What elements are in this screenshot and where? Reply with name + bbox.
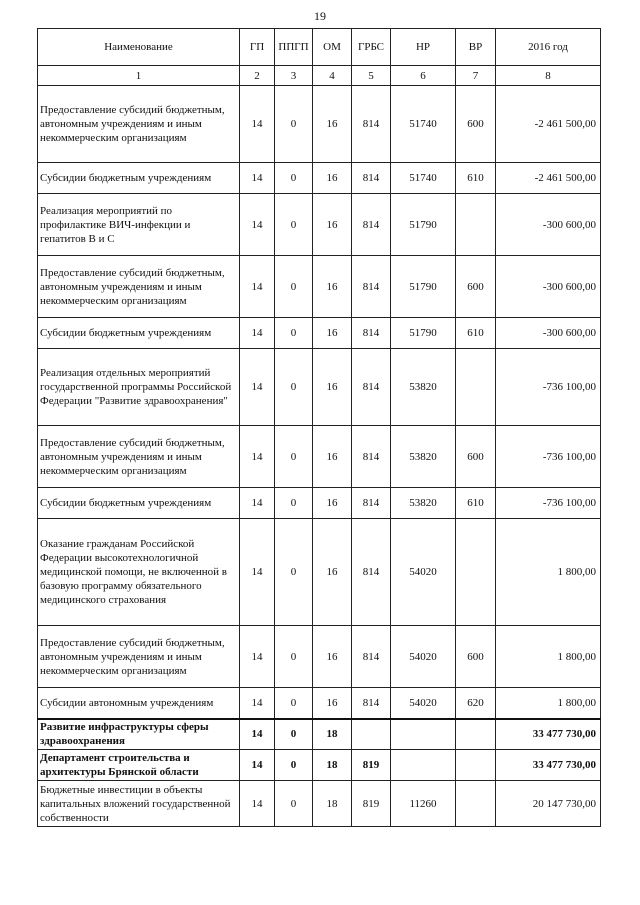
row-amount: -300 600,00 xyxy=(496,194,601,256)
row-name: Субсидии автономным учреждениям xyxy=(38,688,240,719)
row-name: Бюджетные инвестиции в объекты капитальных вложений государственной собственности xyxy=(38,781,240,827)
row-amount: 1 800,00 xyxy=(496,688,601,719)
table-row xyxy=(38,781,601,827)
table-row xyxy=(38,519,601,626)
table-row xyxy=(38,86,601,163)
row-om: 16 xyxy=(313,256,352,318)
column-number: 8 xyxy=(496,66,601,86)
row-grbs: 819 xyxy=(352,781,391,827)
row-nr: 53820 xyxy=(391,349,456,426)
row-grbs: 814 xyxy=(352,318,391,349)
row-gp: 14 xyxy=(240,163,275,194)
header-om: ОМ xyxy=(313,29,352,66)
row-om: 16 xyxy=(313,349,352,426)
row-grbs: 814 xyxy=(352,626,391,688)
row-nr: 54020 xyxy=(391,626,456,688)
row-om: 16 xyxy=(313,318,352,349)
table-row xyxy=(38,194,601,256)
column-number: 6 xyxy=(391,66,456,86)
header-name: Наименование xyxy=(38,29,240,66)
row-amount: -736 100,00 xyxy=(496,426,601,488)
column-number: 7 xyxy=(456,66,496,86)
column-number: 1 xyxy=(38,66,240,86)
row-amount: -300 600,00 xyxy=(496,256,601,318)
table-row xyxy=(38,719,601,750)
row-gp: 14 xyxy=(240,256,275,318)
row-grbs: 814 xyxy=(352,488,391,519)
header-vr: ВР xyxy=(456,29,496,66)
row-name: Департамент строительства и архитектуры Брянской области xyxy=(38,750,240,781)
row-nr: 53820 xyxy=(391,426,456,488)
row-om: 16 xyxy=(313,688,352,719)
column-number: 2 xyxy=(240,66,275,86)
row-name: Предоставление субсидий бюджетным, автономным учреждениям и иным некоммерческим организациям xyxy=(38,426,240,488)
row-ppgp: 0 xyxy=(275,626,313,688)
row-grbs: 814 xyxy=(352,194,391,256)
row-om: 18 xyxy=(313,750,352,781)
column-number: 4 xyxy=(313,66,352,86)
row-name: Предоставление субсидий бюджетным, автономным учреждениям и иным некоммерческим организациям xyxy=(38,626,240,688)
row-ppgp: 0 xyxy=(275,688,313,719)
row-name: Оказание гражданам Российской Федерации высокотехнологичной медицинской помощи, не включенной в базовую программу обязательного медицинского страхования xyxy=(38,519,240,626)
row-name: Субсидии бюджетным учреждениям xyxy=(38,163,240,194)
row-ppgp: 0 xyxy=(275,488,313,519)
header-ppgp: ППГП xyxy=(275,29,313,66)
row-grbs: 814 xyxy=(352,86,391,163)
table-header-row xyxy=(38,29,601,66)
header-nr: НР xyxy=(391,29,456,66)
row-name: Предоставление субсидий бюджетным, автономным учреждениям и иным некоммерческим организациям xyxy=(38,256,240,318)
column-number-row xyxy=(38,66,601,86)
row-nr: 53820 xyxy=(391,488,456,519)
row-om: 16 xyxy=(313,426,352,488)
budget-table xyxy=(37,28,601,827)
row-ppgp: 0 xyxy=(275,426,313,488)
row-vr: 620 xyxy=(456,688,496,719)
table-row xyxy=(38,163,601,194)
row-nr: 51790 xyxy=(391,318,456,349)
row-vr xyxy=(456,349,496,426)
row-amount: -736 100,00 xyxy=(496,349,601,426)
table-row xyxy=(38,256,601,318)
row-om: 16 xyxy=(313,194,352,256)
row-grbs: 814 xyxy=(352,426,391,488)
row-ppgp: 0 xyxy=(275,349,313,426)
row-amount: 20 147 730,00 xyxy=(496,781,601,827)
row-grbs: 814 xyxy=(352,519,391,626)
row-gp: 14 xyxy=(240,519,275,626)
row-grbs: 819 xyxy=(352,750,391,781)
row-gp: 14 xyxy=(240,488,275,519)
row-name: Реализация отдельных мероприятий государственной программы Российской Федерации "Развитие здравоохранения" xyxy=(38,349,240,426)
row-ppgp: 0 xyxy=(275,163,313,194)
row-vr: 610 xyxy=(456,318,496,349)
row-nr xyxy=(391,719,456,750)
column-number: 5 xyxy=(352,66,391,86)
row-vr xyxy=(456,781,496,827)
row-ppgp: 0 xyxy=(275,750,313,781)
table-row xyxy=(38,688,601,719)
page-number: 19 xyxy=(314,9,326,23)
row-gp: 14 xyxy=(240,750,275,781)
row-om: 16 xyxy=(313,163,352,194)
row-gp: 14 xyxy=(240,626,275,688)
row-grbs: 814 xyxy=(352,349,391,426)
row-vr: 610 xyxy=(456,163,496,194)
row-nr: 11260 xyxy=(391,781,456,827)
row-om: 16 xyxy=(313,86,352,163)
row-amount: 33 477 730,00 xyxy=(496,750,601,781)
row-vr: 600 xyxy=(456,86,496,163)
row-grbs: 814 xyxy=(352,688,391,719)
table-row xyxy=(38,750,601,781)
row-amount: -2 461 500,00 xyxy=(496,86,601,163)
header-gp: ГП xyxy=(240,29,275,66)
row-gp: 14 xyxy=(240,719,275,750)
row-name: Развитие инфраструктуры сферы здравоохранения xyxy=(38,719,240,750)
row-amount: -2 461 500,00 xyxy=(496,163,601,194)
row-gp: 14 xyxy=(240,781,275,827)
row-ppgp: 0 xyxy=(275,781,313,827)
table-row xyxy=(38,318,601,349)
row-gp: 14 xyxy=(240,86,275,163)
table-row xyxy=(38,626,601,688)
row-gp: 14 xyxy=(240,349,275,426)
row-amount: -300 600,00 xyxy=(496,318,601,349)
table-row xyxy=(38,488,601,519)
row-vr: 600 xyxy=(456,626,496,688)
row-vr: 600 xyxy=(456,256,496,318)
row-nr: 51790 xyxy=(391,256,456,318)
row-ppgp: 0 xyxy=(275,86,313,163)
row-ppgp: 0 xyxy=(275,256,313,318)
row-om: 18 xyxy=(313,719,352,750)
table-row xyxy=(38,426,601,488)
row-gp: 14 xyxy=(240,318,275,349)
row-om: 16 xyxy=(313,488,352,519)
row-name: Субсидии бюджетным учреждениям xyxy=(38,318,240,349)
row-gp: 14 xyxy=(240,688,275,719)
row-ppgp: 0 xyxy=(275,519,313,626)
row-vr xyxy=(456,719,496,750)
row-gp: 14 xyxy=(240,426,275,488)
row-nr: 54020 xyxy=(391,688,456,719)
row-name: Реализация мероприятий по профилактике ВИЧ-инфекции и гепатитов В и С xyxy=(38,194,240,256)
row-nr: 54020 xyxy=(391,519,456,626)
row-amount: 1 800,00 xyxy=(496,626,601,688)
row-amount: -736 100,00 xyxy=(496,488,601,519)
row-nr: 51740 xyxy=(391,86,456,163)
column-number: 3 xyxy=(275,66,313,86)
row-grbs xyxy=(352,719,391,750)
row-grbs: 814 xyxy=(352,256,391,318)
row-vr xyxy=(456,750,496,781)
row-amount: 1 800,00 xyxy=(496,519,601,626)
row-vr xyxy=(456,194,496,256)
row-vr xyxy=(456,519,496,626)
row-nr: 51790 xyxy=(391,194,456,256)
row-ppgp: 0 xyxy=(275,719,313,750)
header-year: 2016 год xyxy=(496,29,601,66)
row-ppgp: 0 xyxy=(275,194,313,256)
row-name: Предоставление субсидий бюджетным, автономным учреждениям и иным некоммерческим организациям xyxy=(38,86,240,163)
header-grbs: ГРБС xyxy=(352,29,391,66)
row-amount: 33 477 730,00 xyxy=(496,719,601,750)
row-vr: 610 xyxy=(456,488,496,519)
row-ppgp: 0 xyxy=(275,318,313,349)
row-vr: 600 xyxy=(456,426,496,488)
table-row xyxy=(38,349,601,426)
row-name: Субсидии бюджетным учреждениям xyxy=(38,488,240,519)
row-nr: 51740 xyxy=(391,163,456,194)
row-om: 16 xyxy=(313,626,352,688)
row-gp: 14 xyxy=(240,194,275,256)
row-om: 16 xyxy=(313,519,352,626)
row-om: 18 xyxy=(313,781,352,827)
row-grbs: 814 xyxy=(352,163,391,194)
row-nr xyxy=(391,750,456,781)
